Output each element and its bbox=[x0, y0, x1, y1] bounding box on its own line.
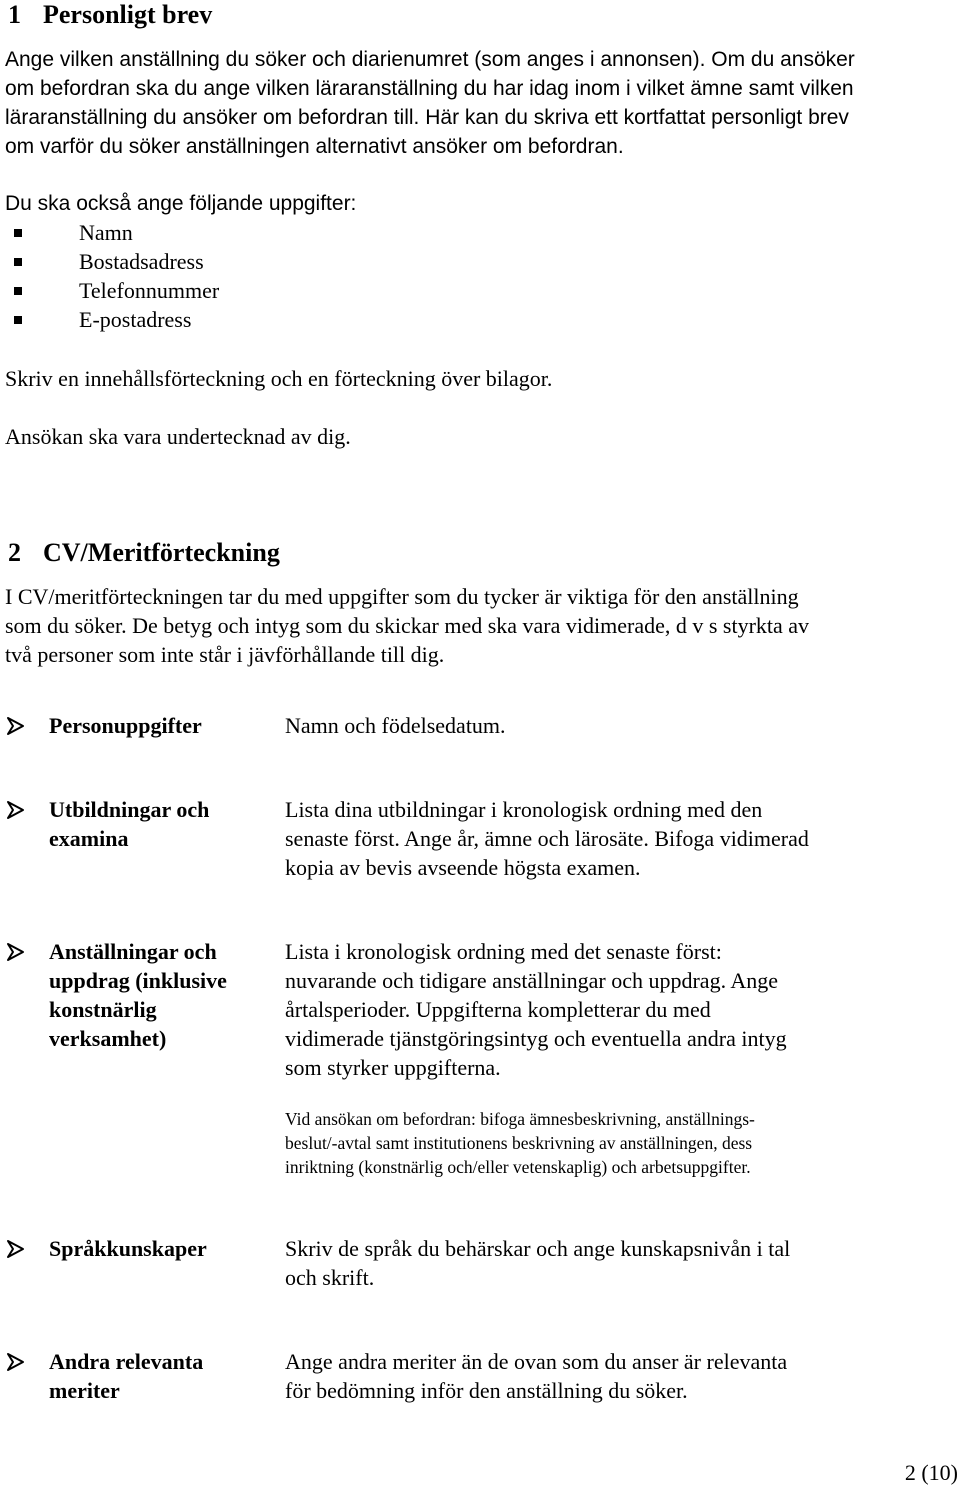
section-2-number: 2 bbox=[8, 538, 21, 567]
toc-instruction: Skriv en innehållsförteckning och en förteckning över bilagor. bbox=[5, 366, 553, 391]
text-line: två personer som inte står i jävförhållande till dig. bbox=[5, 642, 445, 667]
entry-description: Lista i kronologisk ordning med det senaste först: nuvarande och tidigare anställningar och uppdrag. Ange årtalsperioder. Uppgifterna kompletterar du med vidimerade tjänstgöringsintyg och eventuella andra intyg som styrker uppgifterna. bbox=[285, 939, 787, 1080]
square-bullet-icon bbox=[14, 287, 22, 295]
section-2-heading bbox=[8, 538, 280, 568]
arrow-bullet-icon bbox=[6, 800, 26, 820]
entry-term: Andra relevanta meriter bbox=[49, 1349, 204, 1403]
cv-entry-personal bbox=[0, 711, 960, 751]
details-list: Namn Bostadsadress Telefonnummer E-postadress bbox=[0, 218, 400, 338]
entry-term: Personuppgifter bbox=[49, 713, 202, 738]
entry-term: Utbildningar och examina bbox=[49, 797, 210, 851]
section-1-title: Personligt brev bbox=[43, 0, 213, 29]
entry-description: Ange andra meriter än de ovan som du anser är relevanta för bedömning inför den anställning du söker. bbox=[285, 1349, 788, 1403]
entry-description: Skriv de språk du behärskar och ange kunskapsnivån i tal och skrift. bbox=[285, 1236, 791, 1290]
entry-term: Anställningar och uppdrag (inklusive konstnärlig verksamhet) bbox=[49, 939, 227, 1051]
text-line: I CV/meritförteckningen tar du med uppgifter som du tycker är viktiga för den anställning bbox=[5, 584, 799, 609]
section-2-title: CV/Meritförteckning bbox=[43, 538, 280, 567]
cv-entry-languages bbox=[0, 1234, 960, 1294]
text-line: läraranställning du ansöker om befordran till. Här kan du skriva ett kortfattat personligt brev bbox=[5, 106, 849, 129]
signature-instruction: Ansökan ska vara undertecknad av dig. bbox=[5, 424, 351, 449]
cv-entry-employment bbox=[0, 937, 960, 1087]
details-intro: Du ska också ange följande uppgifter: bbox=[5, 192, 357, 215]
text-line: Ange vilken anställning du söker och diarienumret (som anges i annonsen). Om du ansöker bbox=[5, 48, 855, 71]
promotion-note: Vid ansökan om befordran: bifoga ämnesbeskrivning, anställnings- beslut/-avtal samt institutionens beskrivning av anställningen, dess inriktning (konstnärlig och/eller vetenskaplig) och arbetsuppgifter. bbox=[285, 1109, 755, 1177]
square-bullet-icon bbox=[14, 258, 22, 266]
entry-description: Lista dina utbildningar i kronologisk ordning med den senaste först. Ange år, ämne och lärosäte. Bifoga vidimerad kopia av bevis avseende högsta examen. bbox=[285, 797, 809, 880]
arrow-bullet-icon bbox=[6, 716, 26, 736]
arrow-bullet-icon bbox=[6, 1352, 26, 1372]
cv-entry-education bbox=[0, 795, 960, 885]
section-1-number: 1 bbox=[8, 0, 21, 29]
arrow-bullet-icon bbox=[6, 1239, 26, 1259]
section-1-intro bbox=[5, 45, 945, 161]
text-line: om befordran ska du ange vilken läraranställning du har idag inom i vilket ämne samt vilken bbox=[5, 77, 854, 100]
square-bullet-icon bbox=[14, 229, 22, 237]
section-1-heading bbox=[8, 0, 212, 30]
page-number: 2 (10) bbox=[904, 1460, 958, 1485]
entry-description: Namn och födelsedatum. bbox=[285, 713, 506, 738]
arrow-bullet-icon bbox=[6, 942, 26, 962]
square-bullet-icon bbox=[14, 316, 22, 324]
cv-entry-other-merits bbox=[0, 1347, 960, 1407]
entry-term: Språkkunskaper bbox=[49, 1236, 207, 1261]
text-line: som du söker. De betyg och intyg som du skickar med ska vara vidimerade, d v s styrkta av bbox=[5, 613, 810, 638]
section-2-intro bbox=[5, 582, 945, 669]
text-line: om varför du söker anställningen alternativt ansöker om befordran. bbox=[5, 135, 624, 158]
